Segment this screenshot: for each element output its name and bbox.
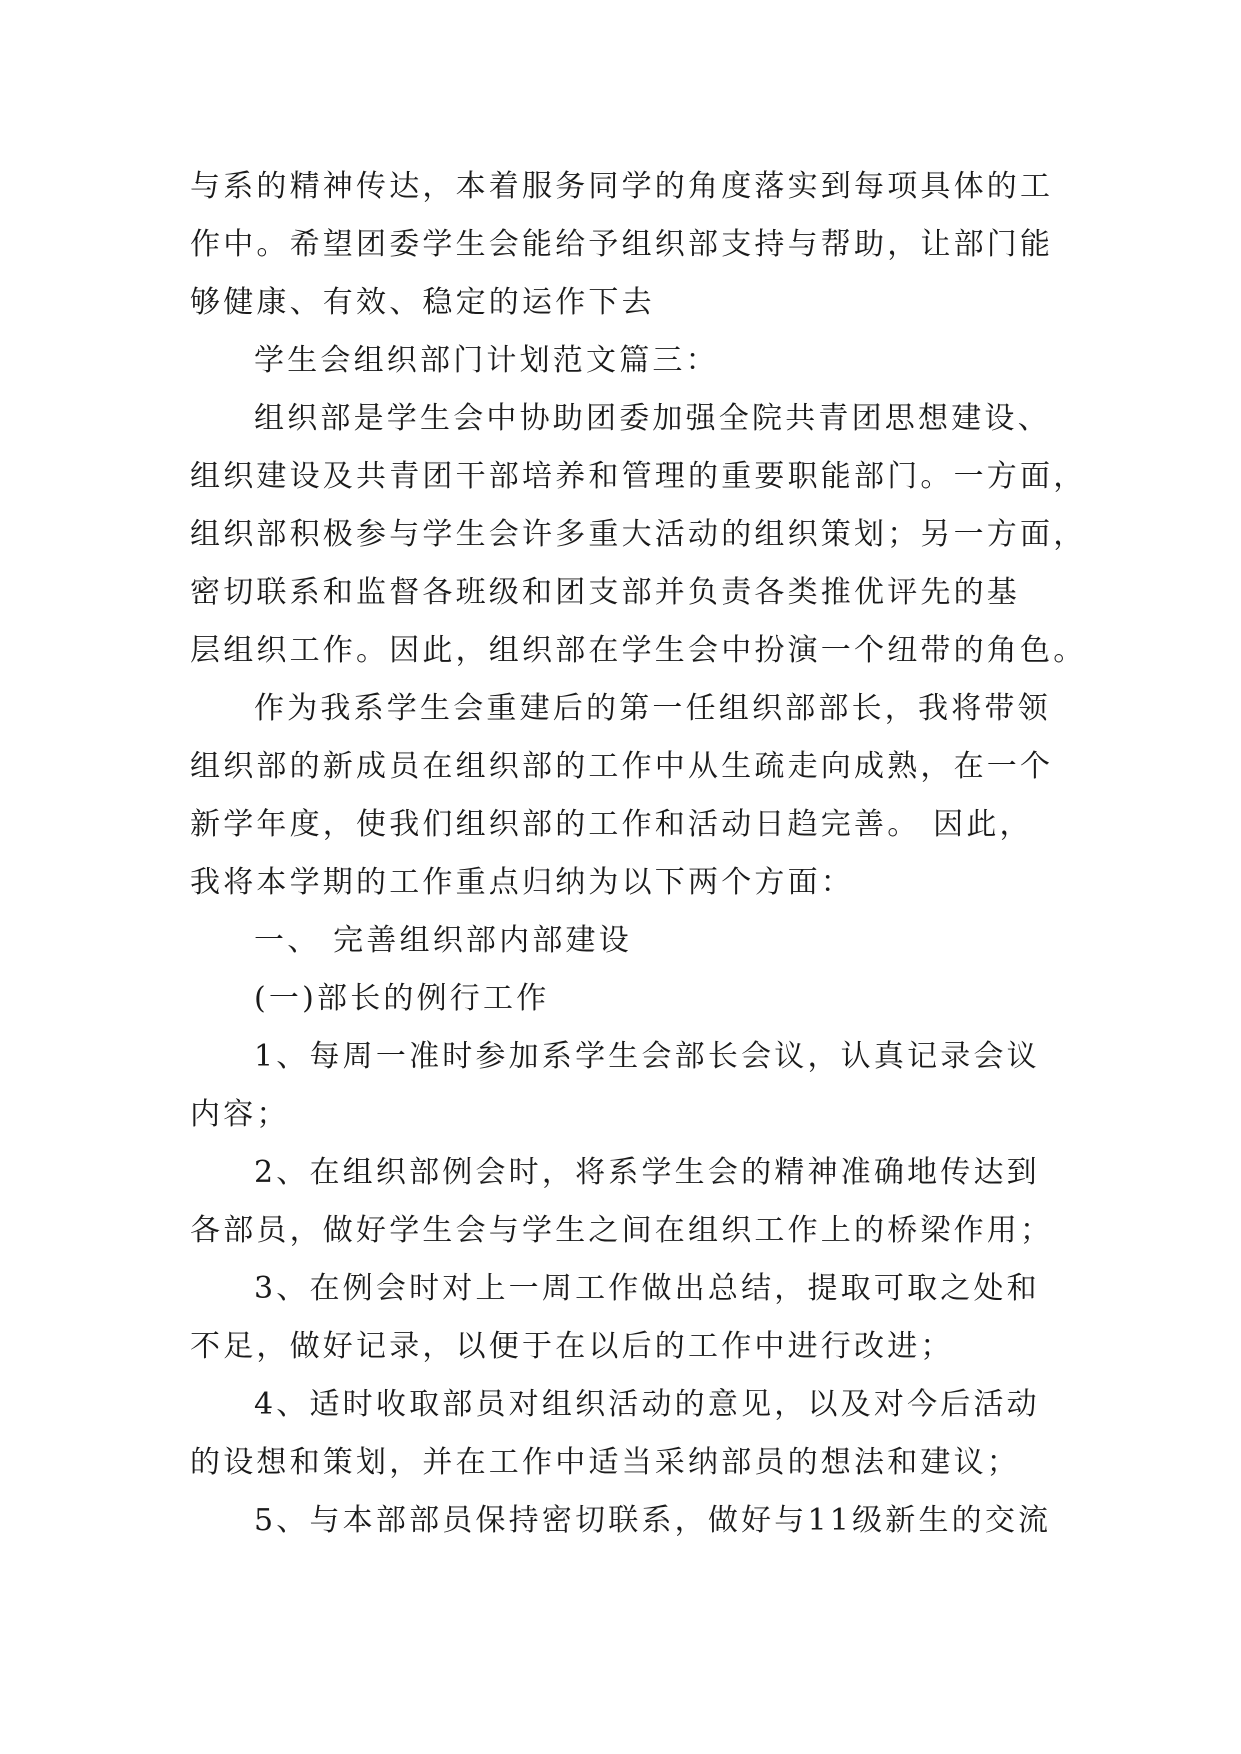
text-line: 层组织工作。因此，组织部在学生会中扮演一个纽带的角色。 [190, 633, 1087, 668]
text-line: 1、每周一准时参加系学生会部长会议，认真记录会议 [254, 1039, 1040, 1074]
text-line: 与系的精神传达，本着服务同学的角度落实到每项具体的工 [190, 169, 1054, 204]
text-line: 的设想和策划，并在工作中适当采纳部员的想法和建议； [190, 1445, 1020, 1480]
text-line: 作为我系学生会重建后的第一任组织部部长，我将带领 [254, 691, 1051, 726]
text-line: 够健康、有效、稳定的运作下去 [190, 285, 655, 320]
text-line: 5、与本部部员保持密切联系，做好与11级新生的交流 [254, 1503, 1052, 1538]
document-body [190, 158, 1087, 1550]
text-line: 2、在组织部例会时，将系学生会的精神准确地传达到 [254, 1155, 1040, 1190]
text-line: 组织部是学生会中协助团委加强全院共青团思想建设、 [254, 401, 1051, 436]
text-line: 各部员，做好学生会与学生之间在组织工作上的桥梁作用； [190, 1213, 1054, 1248]
text-line: 作中。希望团委学生会能给予组织部支持与帮助，让部门能 [190, 227, 1054, 262]
text-line: 3、在例会时对上一周工作做出总结，提取可取之处和 [254, 1271, 1040, 1306]
text-line: 4、适时收取部员对组织活动的意见，以及对今后活动 [254, 1387, 1040, 1422]
text-line: 新学年度，使我们组织部的工作和活动日趋完善。 因此， [190, 807, 1033, 842]
text-line: 组织部积极参与学生会许多重大活动的组织策划；另一方面， [190, 517, 1087, 552]
text-line: 组织部的新成员在组织部的工作中从生疏走向成熟，在一个 [190, 749, 1054, 784]
text-line: 组织建设及共青团干部培养和管理的重要职能部门。一方面， [190, 459, 1087, 494]
text-line: 我将本学期的工作重点归纳为以下两个方面： [190, 865, 854, 900]
text-line: (一)部长的例行工作 [254, 981, 550, 1016]
text-line: 一、 完善组织部内部建设 [254, 923, 632, 958]
text-line: 不足，做好记录，以便于在以后的工作中进行改进； [190, 1329, 954, 1364]
text-line: 密切联系和监督各班级和团支部并负责各类推优评先的基 [190, 575, 1020, 610]
text-line: 学生会组织部门计划范文篇三： [254, 343, 719, 378]
text-line: 内容； [190, 1097, 290, 1132]
